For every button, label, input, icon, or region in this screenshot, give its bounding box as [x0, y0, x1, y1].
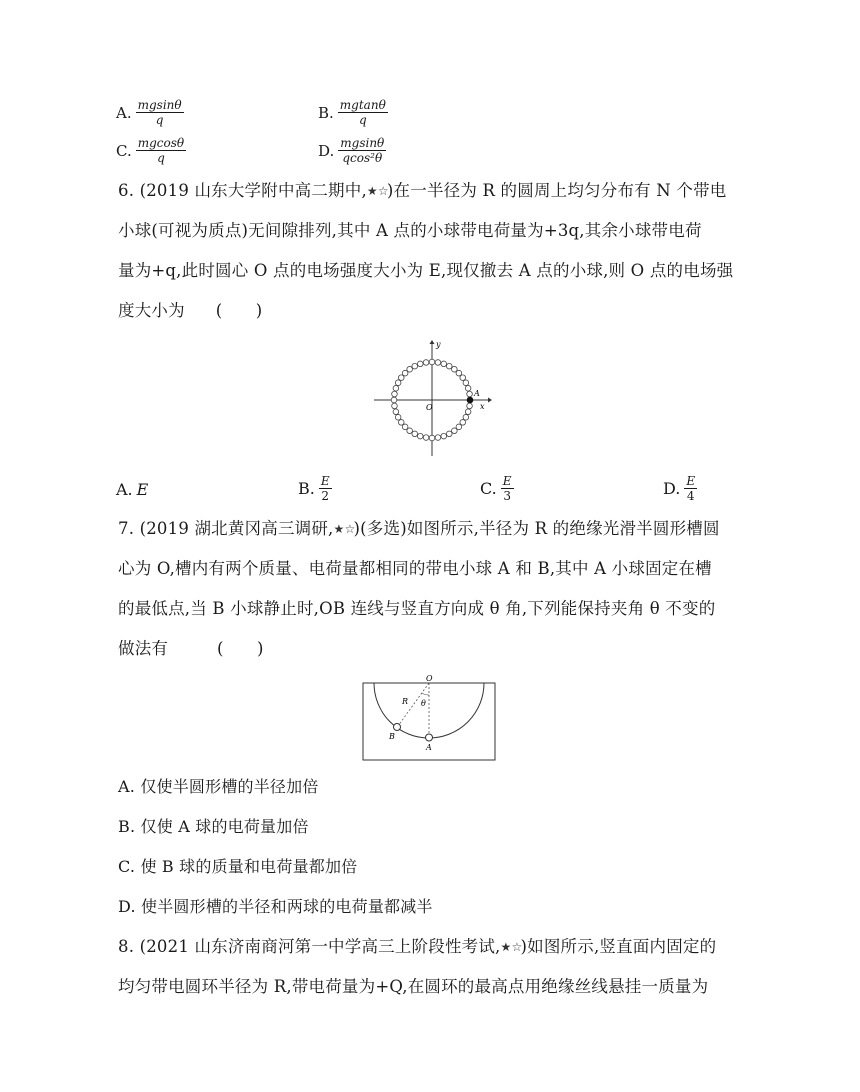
answer-blank[interactable]: ( ) — [215, 301, 263, 320]
charged-bead — [417, 433, 423, 439]
q7-option-b[interactable]: B. 仅使 A 球的电荷量加倍 — [118, 817, 309, 836]
q8-stem-start: )如图所示,竖直面内固定的 — [520, 937, 717, 956]
option-label: A. — [116, 480, 133, 499]
option-label: C. — [116, 141, 132, 160]
x-axis-arrow-icon — [488, 398, 492, 403]
ball-b — [394, 724, 401, 731]
q8-line-1 — [118, 936, 716, 958]
q7-source: 7. (2019 湖北黄冈高三调研, — [118, 519, 334, 538]
numerator: mgsinθ — [340, 136, 385, 150]
fraction — [136, 136, 186, 165]
theta-label: θ — [421, 699, 426, 708]
ball-a — [426, 734, 433, 741]
q6-option-c[interactable] — [480, 474, 514, 503]
option-label: D. — [318, 141, 335, 160]
fraction — [136, 98, 184, 127]
charged-bead — [407, 428, 413, 434]
option-label: B. — [298, 479, 315, 498]
option-label: D. — [663, 479, 681, 498]
charged-bead — [460, 420, 466, 426]
y-axis-arrow-icon — [430, 340, 435, 344]
charged-bead — [412, 363, 418, 369]
denominator: qcos²θ — [342, 151, 383, 165]
charged-bead — [452, 366, 458, 372]
q6-line-3: 量为+q,此时圆心 O 点的电场强度大小为 E,现仅撤去 A 点的小球,则 O 点的电场强 — [118, 261, 734, 280]
numerator: E — [686, 474, 696, 488]
denominator: q — [358, 113, 367, 127]
fraction — [319, 474, 332, 503]
q6-option-a[interactable] — [116, 480, 148, 499]
point-a-label: A — [474, 389, 480, 398]
q7-option-a[interactable]: A. 仅使半圆形槽的半径加倍 — [118, 777, 319, 796]
q7-stem-start: )(多选)如图所示,半径为 R 的绝缘光滑半圆形槽圆 — [353, 519, 720, 538]
q6-line-1 — [118, 180, 726, 202]
q6-ring-figure — [370, 338, 494, 460]
q6-source: 6. (2019 山东大学附中高二期中, — [118, 181, 367, 200]
charged-bead — [423, 360, 429, 366]
charged-bead — [446, 431, 452, 437]
q7-line-4 — [118, 638, 264, 660]
charged-bead — [441, 433, 447, 439]
charged-bead — [460, 375, 466, 381]
r-label: R — [402, 697, 409, 706]
numerator: mgtanθ — [339, 98, 386, 112]
option-label: C. — [480, 479, 497, 498]
charged-bead — [402, 370, 408, 376]
q7-option-c[interactable]: C. 使 B 球的质量和电荷量都加倍 — [118, 857, 358, 876]
charged-bead — [423, 435, 429, 441]
theta-arc — [422, 693, 429, 695]
b-label: B — [389, 732, 395, 741]
fraction — [501, 474, 514, 503]
charged-bead — [398, 420, 404, 426]
charged-bead — [429, 359, 435, 365]
charged-bead — [402, 424, 408, 430]
fraction — [684, 474, 697, 503]
q6-line-2: 小球(可视为质点)无间隙排列,其中 A 点的小球带电荷量为+3q,其余小球带电荷 — [118, 221, 702, 240]
q8-source: 8. (2021 山东济南商河第一中学高三上阶段性考试, — [118, 937, 501, 956]
charged-bead — [393, 409, 399, 415]
charged-bead — [452, 428, 458, 434]
option-label: A. — [116, 103, 132, 122]
x-axis-label: x — [480, 402, 485, 411]
answer-blank[interactable]: ( ) — [217, 639, 264, 658]
q7-stem-end: 做法有 — [118, 639, 169, 658]
charged-bead — [392, 391, 398, 397]
q5-option-b[interactable] — [318, 98, 388, 127]
q6-option-d[interactable] — [663, 474, 697, 503]
denominator: 3 — [503, 489, 511, 503]
charged-bead — [463, 414, 469, 420]
charged-bead — [393, 385, 399, 391]
option-value: E — [136, 480, 149, 499]
bead-a — [467, 397, 474, 404]
numerator: mgcosθ — [137, 136, 185, 150]
charged-bead — [435, 360, 441, 366]
numerator: mgsinθ — [137, 98, 182, 112]
charged-bead — [417, 361, 423, 367]
q6-line-4 — [118, 300, 262, 322]
charged-bead — [456, 370, 462, 376]
numerator: E — [320, 474, 330, 488]
denominator: q — [157, 151, 165, 165]
charged-bead — [391, 397, 397, 403]
denominator: 4 — [686, 489, 695, 503]
charged-bead — [467, 391, 473, 397]
denominator: 2 — [321, 489, 330, 503]
q5-option-c[interactable] — [116, 136, 186, 165]
charged-bead — [465, 385, 471, 391]
charged-bead — [392, 403, 398, 409]
fraction — [338, 136, 386, 165]
charged-bead — [407, 366, 413, 372]
y-axis-label: y — [436, 340, 441, 349]
charged-bead — [441, 361, 447, 367]
charged-bead — [412, 431, 418, 437]
q6-stem-end: 度大小为 — [118, 301, 185, 320]
charged-bead — [467, 403, 473, 409]
o-label: O — [426, 674, 433, 683]
charged-bead — [395, 414, 401, 420]
q5-option-d[interactable] — [318, 136, 386, 165]
q7-option-d[interactable]: D. 使半圆形槽的半径和两球的电荷量都减半 — [118, 897, 433, 916]
charged-bead — [395, 380, 401, 386]
difficulty-star-icon: ★☆ — [500, 940, 523, 954]
charged-bead — [446, 363, 452, 369]
option-label: B. — [318, 103, 334, 122]
charged-bead — [456, 424, 462, 430]
charged-bead — [398, 375, 404, 381]
q8-line-2: 均匀带电圆环半径为 R,带电荷量为+Q,在圆环的最高点用绝缘丝线悬挂一质量为 — [118, 977, 709, 996]
denominator: q — [155, 113, 164, 127]
q5-option-a[interactable] — [116, 98, 184, 127]
a-label: A — [426, 743, 432, 752]
difficulty-star-icon: ★☆ — [333, 522, 356, 536]
q7-line-2: 心为 O,槽内有两个质量、电荷量都相同的带电小球 A 和 B,其中 A 小球固定在槽 — [118, 559, 712, 578]
difficulty-star-icon: ★☆ — [366, 184, 389, 198]
q6-option-b[interactable] — [298, 474, 332, 503]
fraction — [338, 98, 388, 127]
charged-bead — [465, 409, 471, 415]
q7-line-3: 的最低点,当 B 小球静止时,OB 连线与竖直方向成 θ 角,下列能保持夹角 θ 不变的 — [118, 599, 716, 618]
charged-bead — [463, 380, 469, 386]
charged-bead — [429, 435, 435, 441]
charged-bead — [435, 435, 441, 441]
numerator: E — [502, 474, 512, 488]
q7-groove-figure — [362, 674, 496, 762]
q7-line-1 — [118, 518, 720, 540]
q6-stem-start: )在一半径为 R 的圆周上均匀分布有 N 个带电 — [386, 181, 727, 200]
center-o-label: O — [426, 403, 433, 412]
